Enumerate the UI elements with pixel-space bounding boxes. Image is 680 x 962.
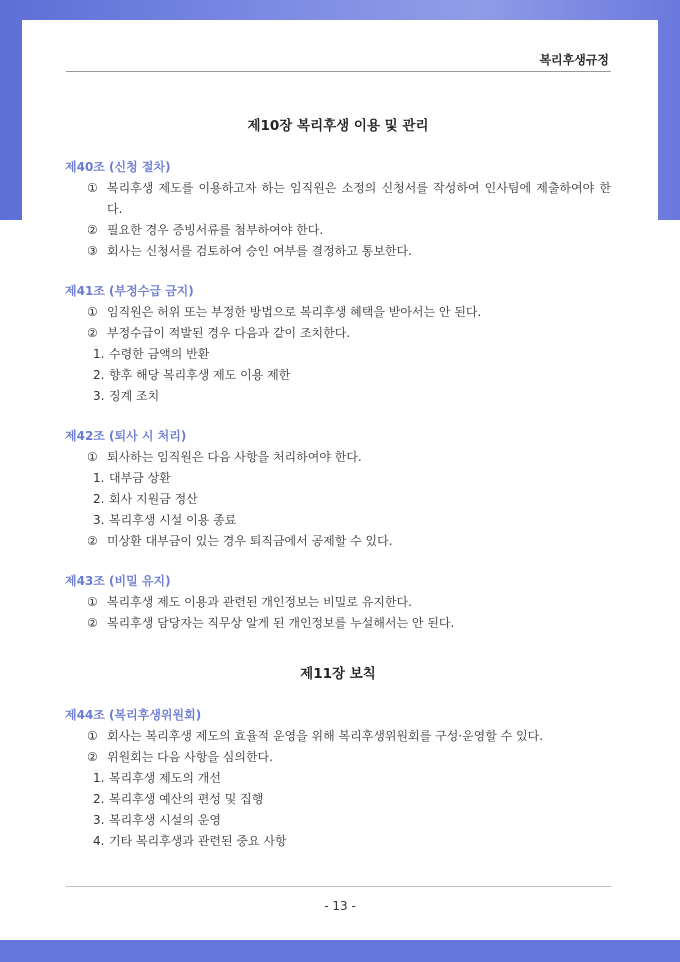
list-item-number: 1.: [93, 471, 105, 485]
list-item: [65, 468, 611, 489]
article-41: [65, 282, 611, 407]
clause: [65, 302, 611, 323]
header-divider: [66, 71, 611, 72]
clause-text: 복리후생 제도를 이용하고자 하는 임직원은 소정의 신청서를 작성하여 인사팀에 제출하여야 한다.: [107, 181, 611, 216]
list-item-number: 3.: [93, 389, 105, 403]
chapter-11: [65, 664, 611, 852]
clause-text: 미상환 대부금이 있는 경우 퇴직금에서 공제할 수 있다.: [107, 534, 393, 548]
clause-text: 필요한 경우 증빙서류를 첨부하여야 한다.: [107, 223, 324, 237]
list-item-number: 2.: [93, 792, 105, 806]
clause: [65, 747, 611, 768]
list-item-text: 복리후생 시설 이용 종료: [109, 513, 237, 527]
clause-text: 복리후생 담당자는 직무상 알게 된 개인정보를 누설해서는 안 된다.: [107, 616, 455, 630]
clause-text: 위원회는 다음 사항을 심의한다.: [107, 750, 273, 764]
list-item-number: 3.: [93, 513, 105, 527]
running-header-title: 복리후생규정: [539, 53, 609, 67]
list-item-text: 향후 해당 복리후생 제도 이용 제한: [109, 368, 291, 382]
article-40: [65, 158, 611, 262]
list-item: [65, 510, 611, 531]
article-42: [65, 427, 611, 552]
list-item: [65, 810, 611, 831]
clause: [65, 613, 611, 634]
clause-text: 임직원은 허위 또는 부정한 방법으로 복리후생 혜택을 받아서는 안 된다.: [107, 305, 482, 319]
article-43: [65, 572, 611, 634]
clause: [65, 726, 611, 747]
article-title: 제44조 (복리후생위원회): [65, 708, 202, 722]
clause-marker: ②: [87, 750, 98, 764]
list-item-number: 3.: [93, 813, 105, 827]
chapter-title: 제11장 보칙: [300, 666, 376, 682]
list-item: [65, 489, 611, 510]
list-item-number: 1.: [93, 347, 105, 361]
clause: [65, 241, 611, 262]
article-44: [65, 706, 611, 852]
footer-divider: [66, 886, 611, 887]
clause: [65, 220, 611, 241]
list-item-text: 복리후생 시설의 운영: [109, 813, 221, 827]
document-page: [22, 20, 658, 940]
article-title: 제43조 (비밀 유지): [65, 574, 171, 588]
clause-text: 부정수급이 적발된 경우 다음과 같이 조치한다.: [107, 326, 351, 340]
document-body: [65, 116, 611, 872]
clause: [65, 178, 611, 220]
article-title: 제41조 (부정수급 금지): [65, 284, 194, 298]
list-item-number: 1.: [93, 771, 105, 785]
list-item-text: 복리후생 제도의 개선: [109, 771, 221, 785]
clause: [65, 531, 611, 552]
clause-marker: ①: [87, 181, 98, 195]
clause-text: 복리후생 제도 이용과 관련된 개인정보는 비밀로 유지한다.: [107, 595, 412, 609]
bottom-background-band: [0, 940, 680, 962]
list-item: [65, 768, 611, 789]
list-item-text: 징계 조치: [109, 389, 160, 403]
list-item-text: 기타 복리후생과 관련된 중요 사항: [109, 834, 287, 848]
chapter-title: 제10장 복리후생 이용 및 관리: [247, 118, 429, 134]
clause-marker: ①: [87, 305, 98, 319]
list-item: [65, 789, 611, 810]
clause-marker: ①: [87, 595, 98, 609]
clause: [65, 447, 611, 468]
list-item-text: 복리후생 예산의 편성 및 집행: [109, 792, 264, 806]
clause-marker: ②: [87, 616, 98, 630]
list-item: [65, 344, 611, 365]
list-item-number: 4.: [93, 834, 105, 848]
list-item-number: 2.: [93, 368, 105, 382]
list-item: [65, 365, 611, 386]
clause-marker: ②: [87, 326, 98, 340]
list-item-text: 대부금 상환: [109, 471, 171, 485]
article-title: 제42조 (퇴사 시 처리): [65, 429, 187, 443]
page-number: - 13 -: [324, 899, 356, 913]
list-item-number: 2.: [93, 492, 105, 506]
list-item-text: 회사 지원금 정산: [109, 492, 198, 506]
clause-text: 회사는 신청서를 검토하여 승인 여부를 결정하고 통보한다.: [107, 244, 412, 258]
clause-marker: ②: [87, 534, 98, 548]
clause: [65, 323, 611, 344]
list-item: [65, 831, 611, 852]
list-item-text: 수령한 금액의 반환: [109, 347, 210, 361]
clause-marker: ③: [87, 244, 98, 258]
clause-text: 퇴사하는 임직원은 다음 사항을 처리하여야 한다.: [107, 450, 362, 464]
clause-marker: ①: [87, 450, 98, 464]
clause-marker: ①: [87, 729, 98, 743]
clause: [65, 592, 611, 613]
clause-text: 회사는 복리후생 제도의 효율적 운영을 위해 복리후생위원회를 구성·운영할 수 있다.: [107, 729, 544, 743]
article-title: 제40조 (신청 절차): [65, 160, 171, 174]
list-item: [65, 386, 611, 407]
clause-marker: ②: [87, 223, 98, 237]
